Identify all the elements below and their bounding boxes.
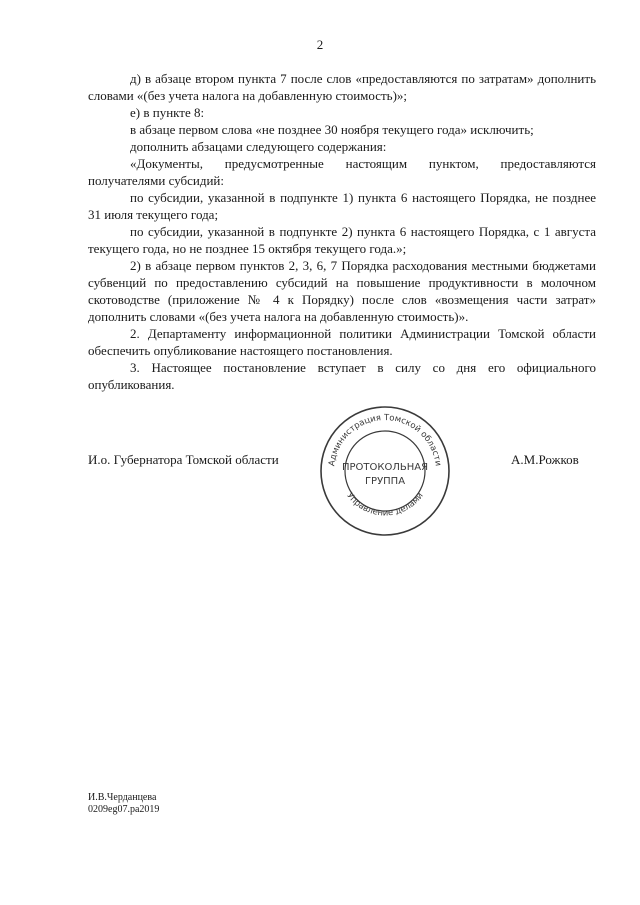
paragraph: дополнить абзацами следующего содержания: [130,139,387,154]
stamp-ring-top-text: Администрация Томской области [327,412,443,467]
protocol-stamp [318,404,452,538]
footer-author: И.В.Черданцева [88,792,157,803]
signatory-name: А.М.Рожков [511,452,579,467]
paragraph: в абзаце первом слова «не позднее 30 ноября текущего года» исключить; [130,122,534,137]
paragraph: д) в абзаце втором пункта 7 после слов «предоставляются по затратам» дополнить словами «(без учета налога на добавленную стоимость)»; [88,71,596,103]
paragraph: «Документы, предусмотренные настоящим пунктом, предоставляются получателями субсидий: [88,156,596,188]
footer-code: 0209eg07.pa2019 [88,804,160,815]
stamp-center-line1: ПРОТОКОЛЬНАЯ [341,462,429,473]
paragraph: по субсидии, указанной в подпункте 1) пункта 6 настоящего Порядка, не позднее 31 июля текущего года; [88,190,596,222]
paragraph: е) в пункте 8: [130,105,205,120]
paragraph: 2. Департаменту информационной политики Администрации Томской области обеспечить опубликование настоящего постановления. [88,326,596,358]
page-number: 2 [316,37,324,52]
signatory-title: И.о. Губернатора Томской области [88,452,279,467]
paragraph: 3. Настоящее постановление вступает в силу со дня его официального опубликования. [88,360,596,392]
paragraph: 2) в абзаце первом пунктов 2, 3, 6, 7 Порядка расходования местными бюджетами субвенций по предоставлению субсидий на повышение продуктивности в молочном скотоводстве (приложение № 4 к Порядку) после слов «возмещения части затрат» дополнить словами «(без учета налога на добавленную стоимость)». [88,258,596,324]
footer [88,792,159,816]
stamp-center-line2: ГРУППА [364,476,406,487]
stamp-ring-bottom-text: Управление делами [344,490,426,519]
paragraph: по субсидии, указанной в подпункте 2) пункта 6 настоящего Порядка, с 1 августа текущего года, но не позднее 15 октября текущего года.»; [88,224,596,256]
document-body [88,70,596,393]
